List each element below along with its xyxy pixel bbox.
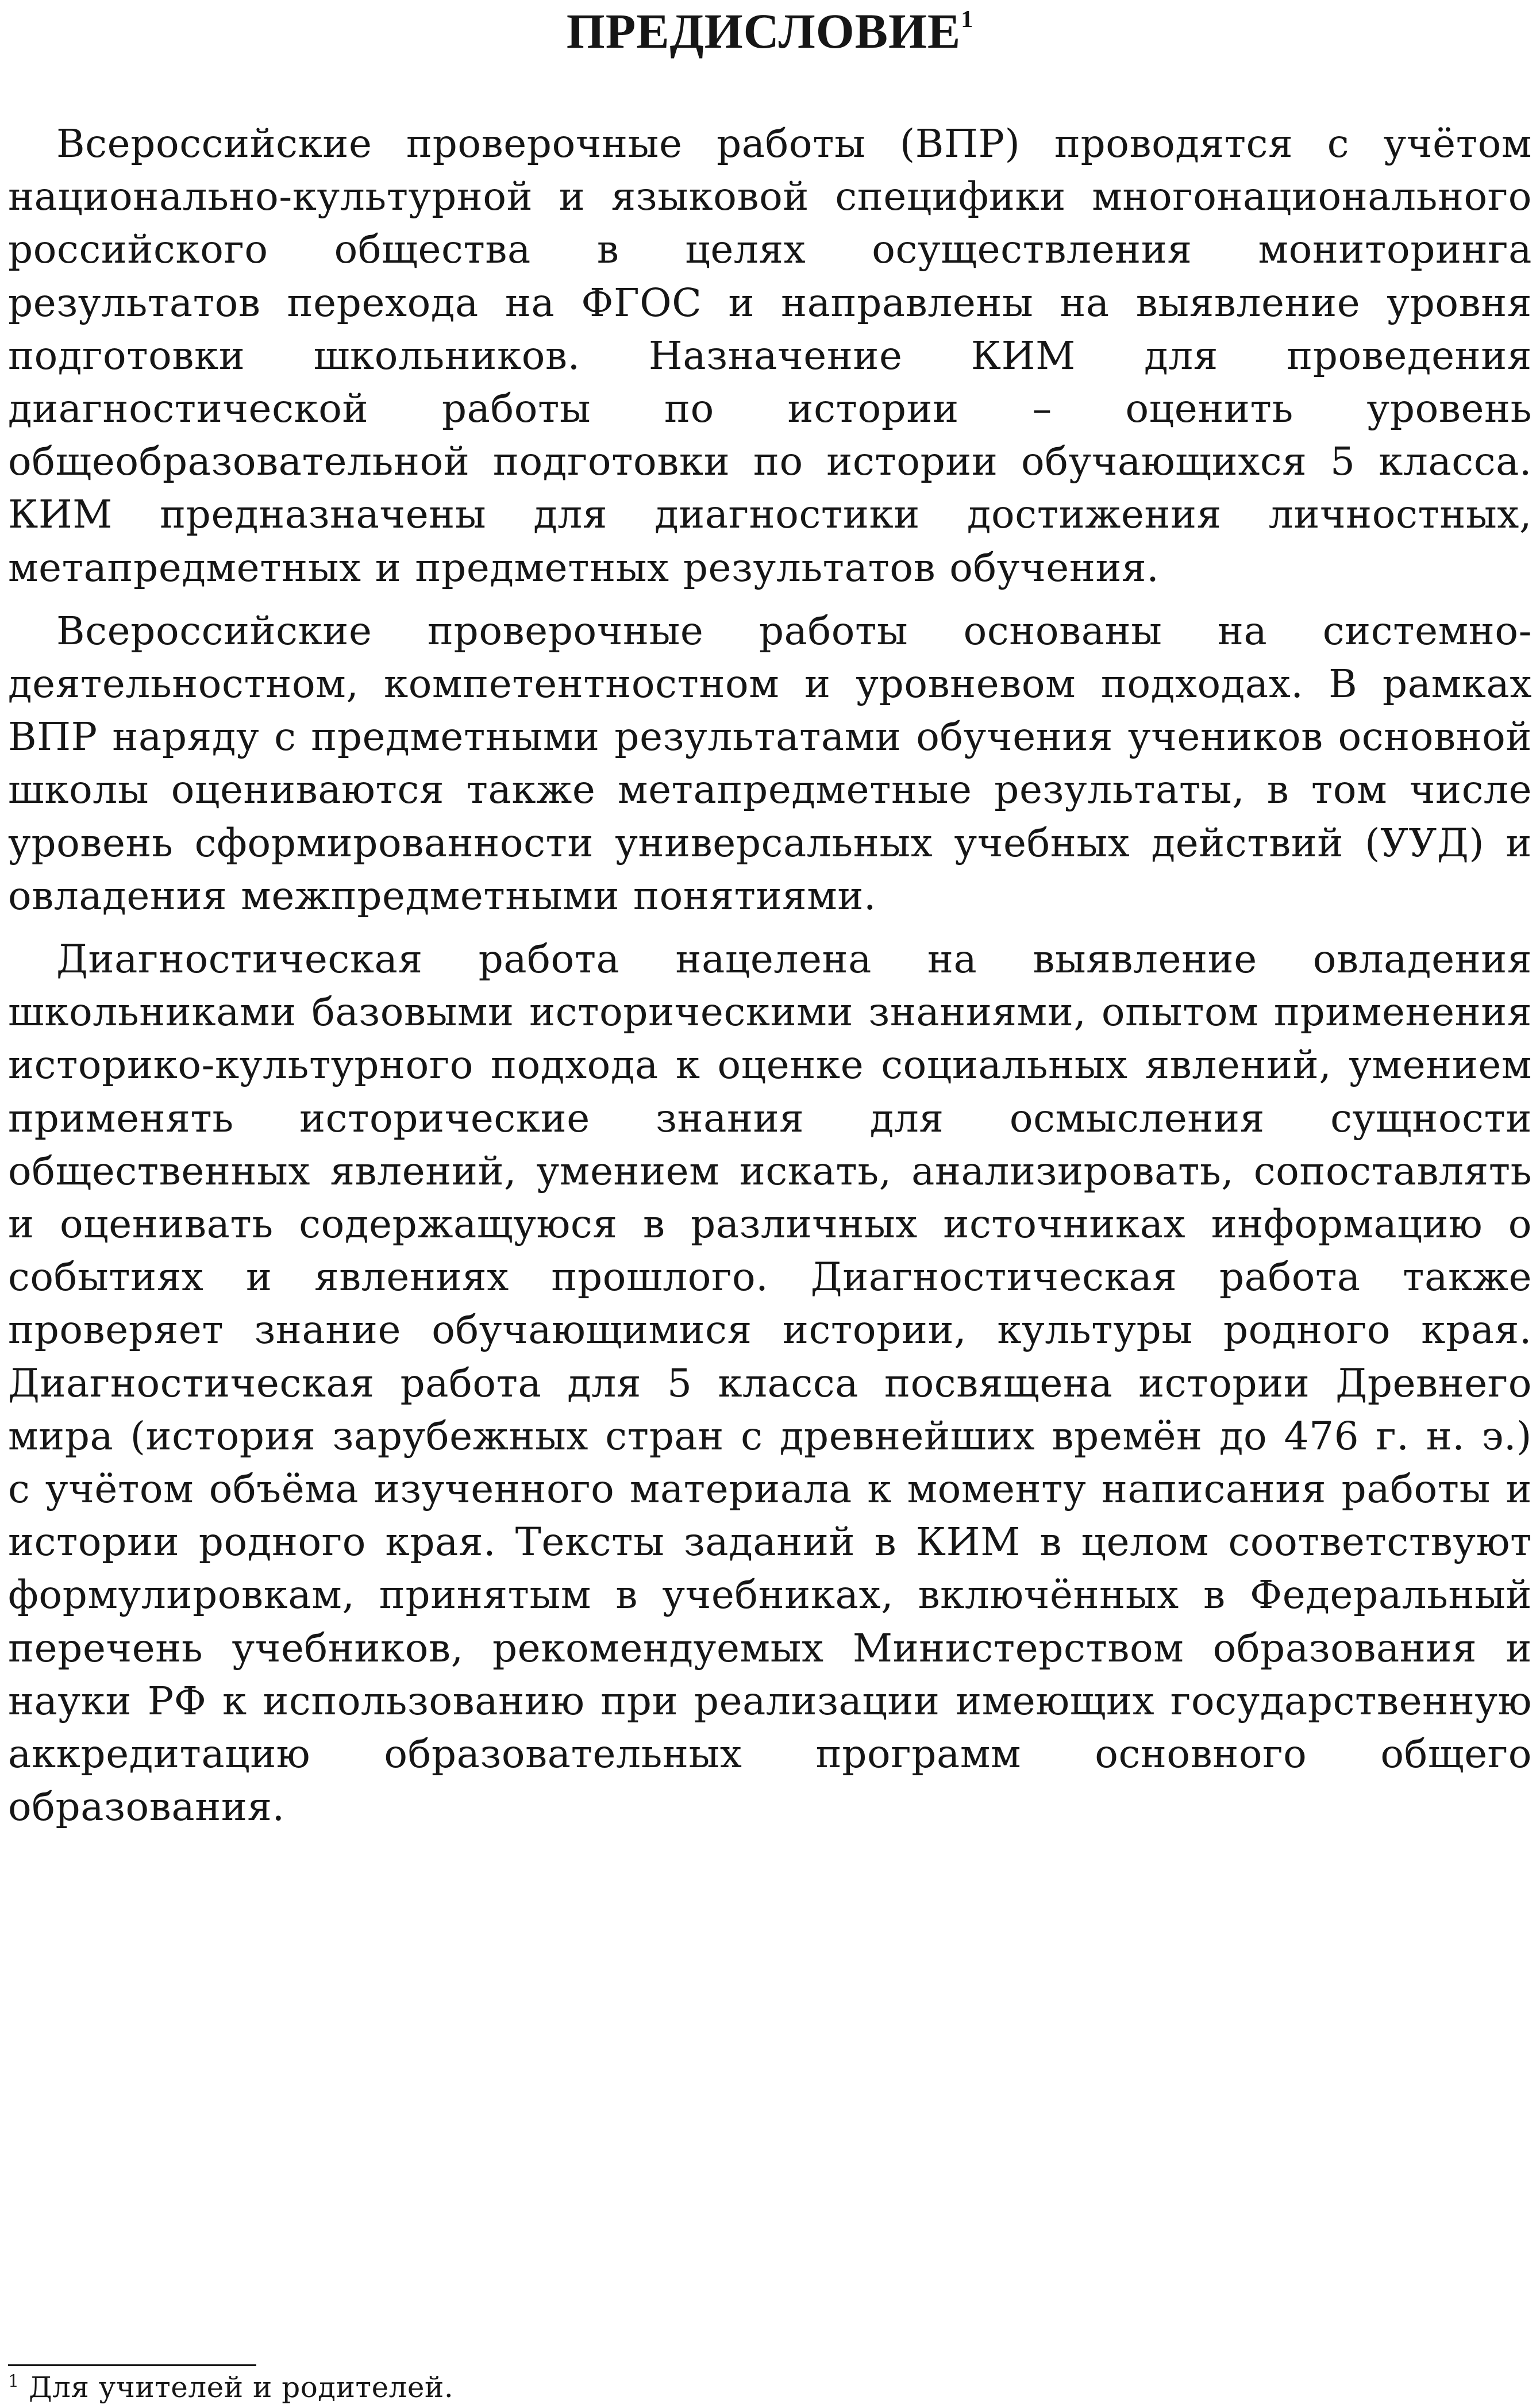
paragraph-3: Диагностическая работа нацелена на выявление овладения школьниками базовыми историческими знаниями, опытом применения историко-культурного подхода к оценке социальных явлений, умением применять исторические знания для осмысления сущности общественных явлений, умением искать, анализировать, сопоставлять и оценивать содержащуюся в различных источниках информацию о событиях и явлениях прошлого. Диагностическая работа также проверяет знание обучающимися истории, культуры родного края. Диагностическая работа для 5 класса посвящена истории Древнего мира (история зарубежных стран с древнейших времён до 476 г. н. э.) с учётом объёма изученного материала к моменту написания работы и истории родного края. Тексты заданий в КИМ в целом соответствуют формулировкам, принятым в учебниках, включённых в Федеральный перечень учебников, рекомендуемых Министерством образования и науки РФ к использованию при реализации имеющих государственную аккредитацию образовательных программ основного общего образования. bbox=[8, 936, 1532, 1830]
footnote-mark: 1 bbox=[8, 2371, 20, 2392]
title-text: ПРЕДИСЛОВИЕ bbox=[566, 3, 961, 59]
paragraph-1: Всероссийские проверочные работы (ВПР) проводятся с учётом национально-культурной и языковой специфики многонационального российского общества в целях осуществления мониторинга результатов перехода на ФГОС и направлены на выявление уровня подготовки школьников. Назначение КИМ для проведения диагностической работы по истории – оценить уровень общеобразовательной подготовки по истории обучающихся 5 класса. КИМ предназначены для диагностики достижения личностных, метапредметных и предметных результатов обучения. bbox=[8, 121, 1532, 590]
footnote-divider bbox=[8, 2364, 256, 2366]
body-text bbox=[8, 117, 1532, 1834]
footnote-text: Для учителей и родителей. bbox=[29, 2371, 454, 2404]
paragraph-2: Всероссийские проверочные работы основаны на системно-деятельностном, компетентностном и уровневом подходах. В рамках ВПР наряду с предметными результатами обучения учеников основной школы оцениваются также метапредметные результаты, в том числе уровень сформированности универсальных учебных действий (УУД) и овладения межпредметными понятиями. bbox=[8, 607, 1532, 918]
page-title bbox=[8, 0, 1532, 59]
footnote bbox=[8, 2370, 453, 2405]
title-footnote-mark: 1 bbox=[961, 6, 974, 33]
